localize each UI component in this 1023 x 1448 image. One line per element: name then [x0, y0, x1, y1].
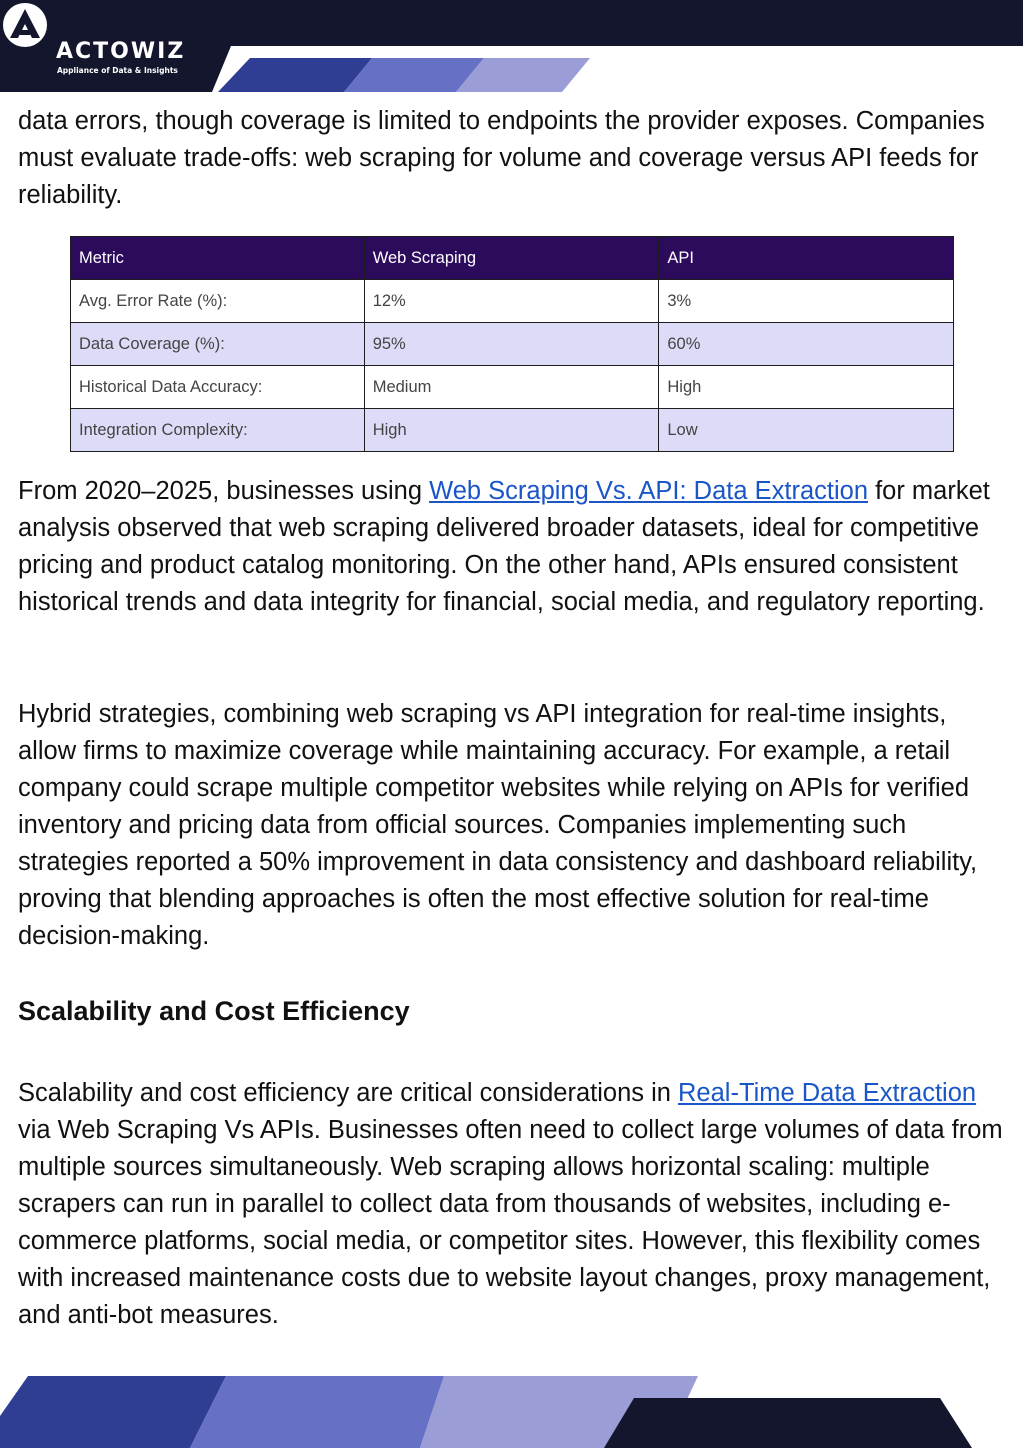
paragraph-text: From 2020–2025, businesses using — [18, 477, 430, 505]
web-scraping-cell: High — [364, 409, 659, 452]
web-scraping-cell: Medium — [364, 366, 659, 409]
table-header-row — [71, 237, 954, 280]
page-header — [0, 0, 1023, 100]
table-row — [71, 366, 954, 409]
web-scraping-cell: 95% — [364, 323, 659, 366]
footer-dark-band — [604, 1398, 972, 1448]
intro-paragraph: data errors, though coverage is limited to endpoints the provider exposes. Companies must evaluate trade-offs: web scraping for volume and coverage versus API feeds for reliability. — [18, 107, 985, 209]
api-cell: 60% — [659, 323, 954, 366]
market-analysis-paragraph — [18, 473, 1008, 621]
footer-stripe-1 — [0, 1376, 226, 1448]
web-scraping-cell: 12% — [364, 280, 659, 323]
brand-name: ACTOWIZ — [56, 39, 186, 64]
footer-stripe-2 — [190, 1376, 444, 1448]
hybrid-strategies-paragraph: Hybrid strategies, combining web scraping vs API integration for real-time insights, allow firms to maximize coverage while maintaining accuracy. For example, a retail company could scrape multiple competitor websites while relying on APIs for verified inventory and pricing data from official sources. Companies implementing such strategies reported a 50% improvement in data consistency and dashboard reliability, proving that blending approaches is often the most effective solution for real-time decision-making. — [18, 700, 978, 950]
metric-cell: Avg. Error Rate (%): — [71, 280, 365, 323]
comparison-table — [70, 236, 954, 452]
header-api: API — [659, 237, 954, 280]
header-metric: Metric — [71, 237, 365, 280]
metric-cell: Historical Data Accuracy: — [71, 366, 365, 409]
footer-banner — [0, 1376, 1023, 1448]
paragraph-text: for market analysis observed that web scraping delivered broader datasets, ideal for competitive pricing and product catalog monitoring. On the other hand, APIs ensured consistent historical trends and data integrity for financial, social media, and regulatory reporting. — [18, 477, 990, 616]
page-footer — [0, 1376, 1023, 1448]
paragraph-text: Scalability and cost efficiency are critical considerations in — [18, 1079, 679, 1107]
api-cell: 3% — [659, 280, 954, 323]
brand-tagline: Appliance of Data & Insights — [57, 66, 178, 75]
paragraph-text: via Web Scraping Vs APIs. Businesses often need to collect large volumes of data from multiple sources simultaneously. Web scraping allows horizontal scaling: multiple scrapers can run in parallel to collect data from thousands of websites, including e-commerce platforms, social media, or competitor sites. However, this flexibility comes with increased maintenance costs due to website layout changes, proxy management, and anti-bot measures. — [18, 1116, 1003, 1329]
table-row — [71, 280, 954, 323]
api-cell: High — [659, 366, 954, 409]
header-web-scraping: Web Scraping — [364, 237, 659, 280]
metric-cell: Integration Complexity: — [71, 409, 365, 452]
actowiz-logo-icon — [0, 0, 54, 54]
scalability-paragraph — [18, 1075, 1008, 1334]
real-time-data-extraction-link[interactable]: Real-Time Data Extraction — [678, 1079, 977, 1107]
api-cell: Low — [659, 409, 954, 452]
table-row — [71, 409, 954, 452]
table-row — [71, 323, 954, 366]
web-scraping-vs-api-link[interactable]: Web Scraping Vs. API: Data Extraction — [429, 477, 868, 505]
section-heading: Scalability and Cost Efficiency — [18, 996, 410, 1026]
metric-cell: Data Coverage (%): — [71, 323, 365, 366]
